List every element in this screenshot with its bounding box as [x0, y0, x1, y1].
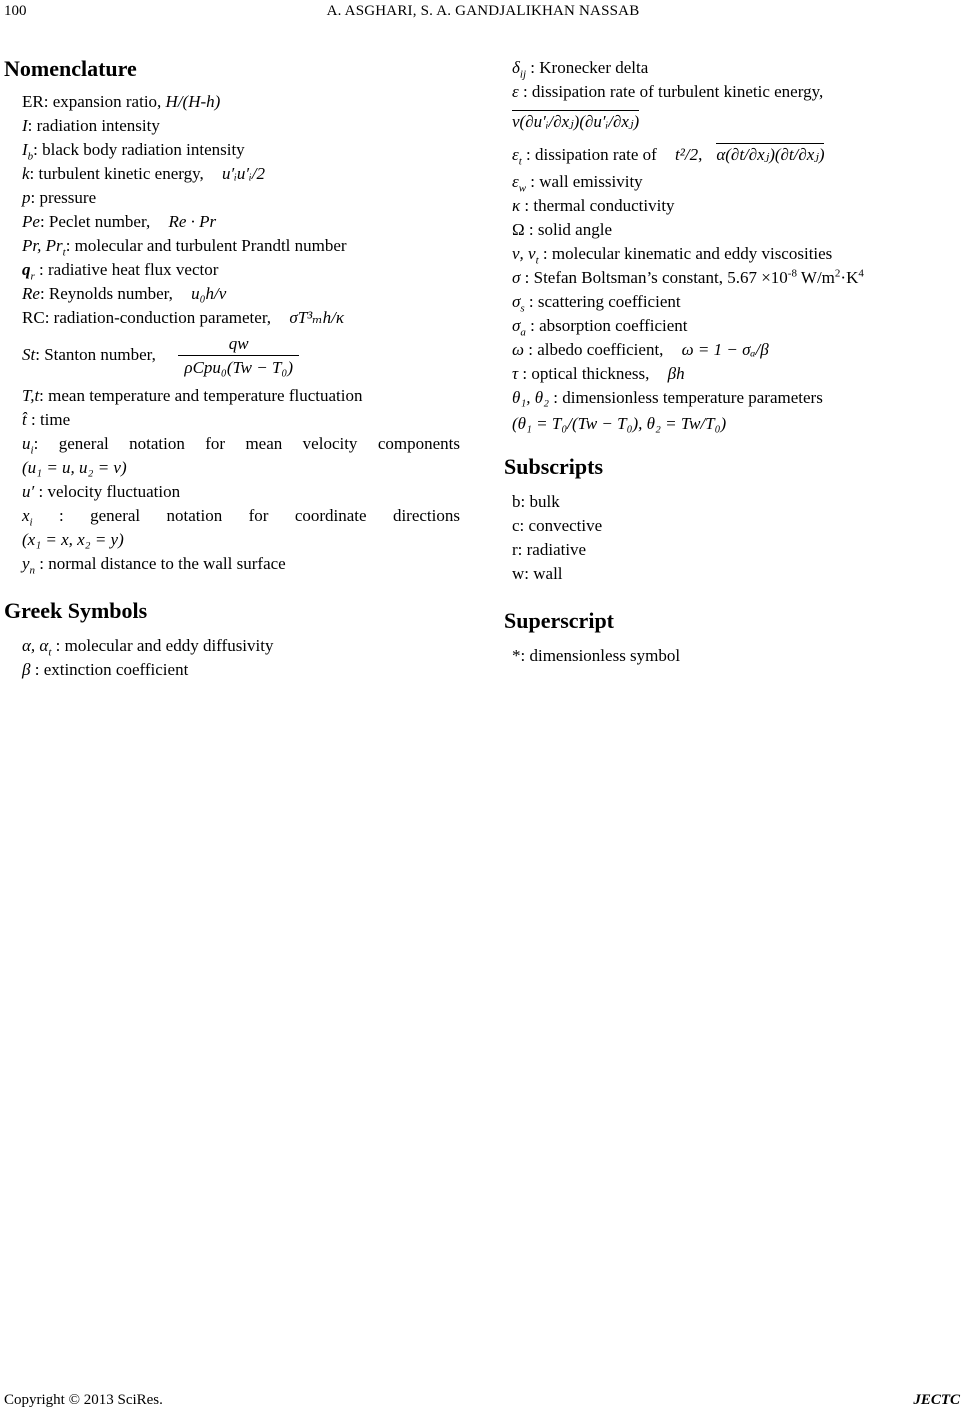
nomenclature-tt: T,t: mean temperature and temperature fluctuation	[22, 386, 363, 405]
greek-delta: $\delta_{ij}$ : Kronecker delta	[512, 58, 649, 81]
nomenclature-st: St: Stanton number, $\frac{qw}{\text{ρCpu₀(Tw − T₀)}}$	[4, 330, 464, 384]
journal-name: JECTC	[913, 1392, 960, 1408]
greek-epsilon: ε : dissipation rate of turbulent kinetic energy,	[512, 82, 824, 101]
greek-omega: ω : albedo coefficient, ω = 1 − σₐ/β	[512, 340, 769, 359]
nomenclature-xi: $x_i$ : general notation for coordinate directions	[22, 506, 460, 529]
left-column	[4, 52, 464, 682]
greek-alpha: α, $\alpha_t$ : molecular and eddy diffusivity	[22, 636, 274, 659]
running-head: A. ASGHARI, S. A. GANDJALIKHAN NASSAB	[326, 3, 640, 19]
nomenclature-heading: Nomenclature	[4, 56, 137, 81]
nomenclature-re: Re: Reynolds number, u₀h/ν	[22, 284, 227, 303]
copyright: Copyright © 2013 SciRes.	[4, 1392, 163, 1408]
nomenclature-i: I: radiation intensity	[22, 116, 160, 135]
nomenclature-xi-formula: (x₁ = x, x₂ = y)	[22, 530, 124, 549]
nomenclature-er: ER: expansion ratio, H/(H-h)	[22, 92, 221, 111]
greek-omega-capital: Ω : solid angle	[512, 220, 612, 239]
nomenclature-p: p: pressure	[22, 188, 97, 207]
page-footer	[0, 1392, 966, 1414]
subscripts-heading: Subscripts	[504, 454, 604, 479]
greek-epsilon-t: $\varepsilon_t$ : dissipation rate of t²/2, α(∂t/∂xⱼ)(∂t/∂xⱼ)	[512, 145, 825, 168]
greek-tau: τ : optical thickness, βh	[512, 364, 685, 383]
page-header	[0, 0, 966, 22]
greek-symbols-heading: Greek Symbols	[4, 598, 148, 623]
greek-sigma-s: $\sigma_s$ : scattering coefficient	[512, 292, 681, 315]
nomenclature-pr: Pr, $Pr_t$: molecular and turbulent Prandtl number	[22, 236, 347, 259]
nomenclature-rc: RC: radiation-conduction parameter, σT³ₘh/κ	[22, 308, 345, 327]
greek-theta: θ₁, θ₂ : dimensionless temperature parameters	[512, 388, 823, 407]
nomenclature-pe: Pe: Peclet number, Re · Pr	[22, 212, 217, 231]
superscript-item: *: dimensionless symbol	[512, 646, 681, 665]
nomenclature-yn: $y_n$ : normal distance to the wall surface	[22, 554, 286, 577]
nomenclature-ib: $I_b$: black body radiation intensity	[22, 140, 245, 163]
stanton-fraction: $\frac{qw}{\text{ρCpu₀(Tw − T₀)}}$	[178, 333, 299, 380]
greek-nu: ν, $\nu_t$ : molecular kinematic and eddy viscosities	[512, 244, 833, 267]
greek-epsilon-w: $\varepsilon_w$ : wall emissivity	[512, 172, 643, 195]
superscript-heading: Superscript	[504, 608, 614, 633]
subscript-item: b: bulk	[512, 492, 560, 511]
nomenclature-uprime: u′ : velocity fluctuation	[22, 482, 181, 501]
page-number: 100	[4, 3, 27, 19]
greek-kappa: κ : thermal conductivity	[512, 196, 675, 215]
nomenclature-ui: $u_i$: general notation for mean velocity components	[22, 434, 460, 457]
subscript-item: r: radiative	[512, 540, 587, 559]
subscript-item: c: convective	[512, 516, 603, 535]
right-column	[504, 52, 954, 668]
greek-theta-formula: (θ₁ = T₀/(Tw − T₀), θ₂ = Tw/T₀)	[512, 414, 727, 433]
greek-sigma: σ : Stefan Boltsman’s constant, $5.67 \times 10^{-8}$ $W/m^2\cdot K^4$	[512, 267, 864, 287]
nomenclature-k: k: turbulent kinetic energy, u′ᵢu′ᵢ/2	[22, 164, 266, 183]
nomenclature-time: t̂ : time	[22, 410, 71, 429]
greek-epsilon-formula: ν(∂u′ᵢ/∂xⱼ)(∂u′ᵢ/∂xⱼ)	[512, 112, 640, 131]
subscript-item: w: wall	[512, 564, 563, 583]
nomenclature-qr: $q_r$ : radiative heat flux vector	[22, 260, 219, 283]
greek-beta: β : extinction coefficient	[22, 660, 189, 679]
nomenclature-ui-formula: (u₁ = u, u₂ = v)	[22, 458, 127, 477]
greek-sigma-a: $\sigma_a$ : absorption coefficient	[512, 316, 688, 339]
